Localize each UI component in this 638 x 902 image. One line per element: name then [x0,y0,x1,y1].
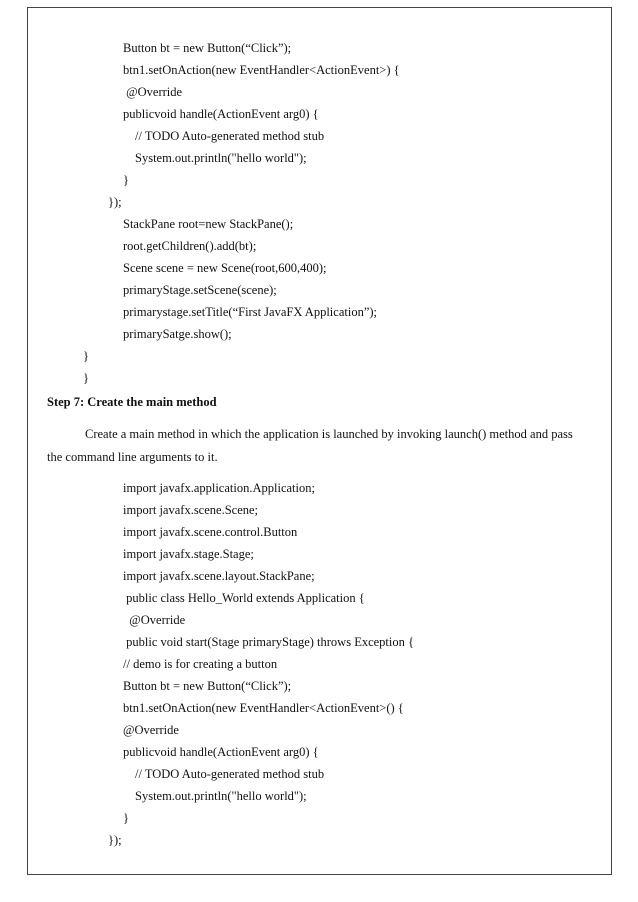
code-line: } [123,173,129,187]
code-line: System.out.println("hello world"); [135,151,307,165]
paragraph-line-1: Create a main method in which the application is launched by invoking launch() method and pass [85,427,573,441]
code-line: } [123,811,129,825]
code-line: primarySatge.show(); [123,327,232,341]
code-line: root.getChildren().add(bt); [123,239,257,253]
code-line: }); [108,195,122,209]
code-line: } [83,371,89,385]
code-line: Scene scene = new Scene(root,600,400); [123,261,327,275]
code-line: publicvoid handle(ActionEvent arg0) { [123,107,319,121]
code-line: @Override [123,723,179,737]
code-line: StackPane root=new StackPane(); [123,217,294,231]
code-line: // TODO Auto-generated method stub [135,767,325,781]
code-line: import javafx.scene.control.Button [123,525,298,539]
code-line: }); [108,833,122,847]
code-line: // demo is for creating a button [123,657,278,671]
code-line: public void start(Stage primaryStage) throws Exception { [123,635,415,649]
code-line: import javafx.scene.Scene; [123,503,259,517]
code-line: btn1.setOnAction(new EventHandler<ActionEvent>() { [123,701,404,715]
code-line: Button bt = new Button(“Click”); [123,41,292,55]
code-line: import javafx.stage.Stage; [123,547,254,561]
code-line: primarystage.setTitle(“First JavaFX Application”); [123,305,378,319]
code-line: System.out.println("hello world"); [135,789,307,803]
code-line: btn1.setOnAction(new EventHandler<ActionEvent>) { [123,63,400,77]
code-line: public class Hello_World extends Application { [123,591,365,605]
code-line: publicvoid handle(ActionEvent arg0) { [123,745,319,759]
code-line: // TODO Auto-generated method stub [135,129,325,143]
paragraph-line-2: the command line arguments to it. [47,450,218,464]
step-heading: Step 7: Create the main method [47,395,217,409]
code-line: import javafx.scene.layout.StackPane; [123,569,315,583]
code-line: Button bt = new Button(“Click”); [123,679,292,693]
code-line: } [83,349,89,363]
code-line: primaryStage.setScene(scene); [123,283,277,297]
code-line: @Override [123,613,186,627]
code-line: import javafx.application.Application; [123,481,315,495]
code-line: @Override [123,85,183,99]
